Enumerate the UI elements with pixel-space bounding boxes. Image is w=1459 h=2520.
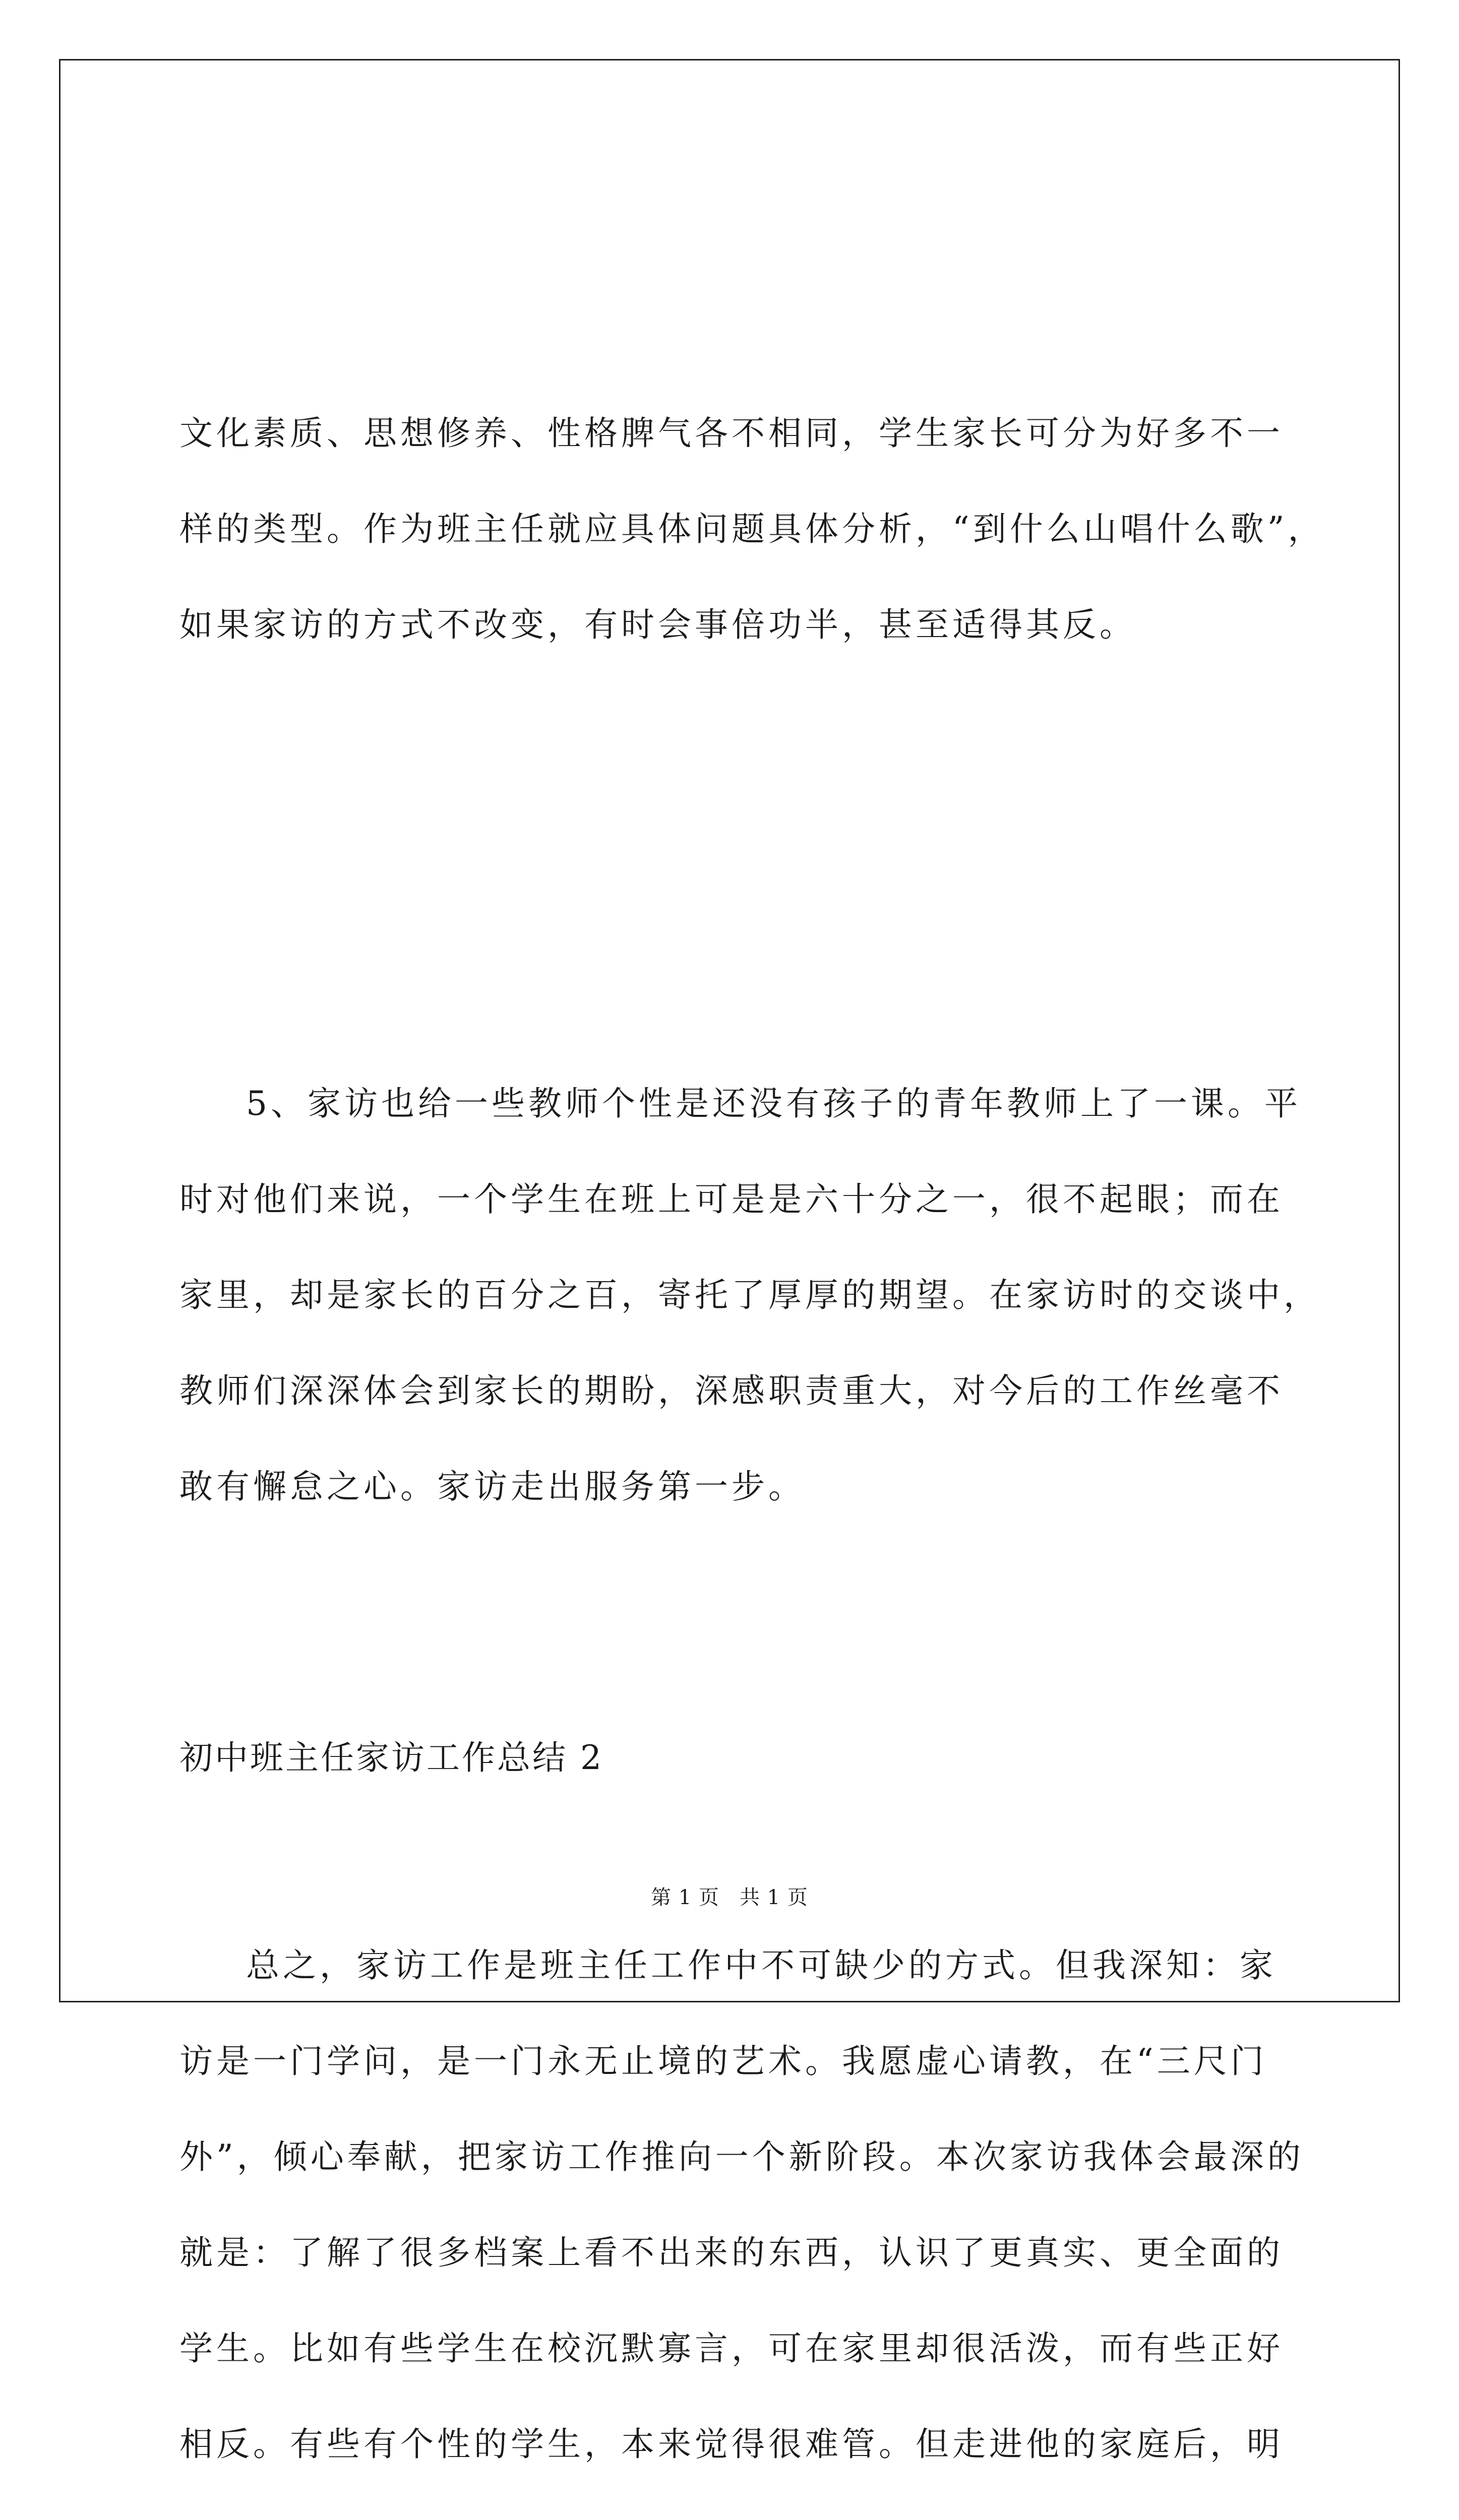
text-line: 5、家访也给一些教师个性是还没有孩子的青年教师上了一课。平 xyxy=(246,1084,1301,1123)
text-line: 就是：了解了很多档案上看不出来的东西，认识了更真实、更全面的 xyxy=(179,2233,1284,2272)
text-line: 家里，却是家长的百分之百，寄托了厚厚的期望。在家访时的交谈中， xyxy=(179,1276,1320,1314)
text-line: 访是一门学问，是一门永无止境的艺术。我愿虚心请教，在“三尺门 xyxy=(179,2042,1267,2081)
text-line: 学生。比如有些学生在校沉默寡言，可在家里却很活泼，而有些正好 xyxy=(179,2329,1284,2368)
text-line: 敢有懈怠之心。家访走出服务第一步。 xyxy=(179,1467,805,1506)
text-line: 相反。有些有个性的学生，本来觉得很难管。但走进他的家庭后，明 xyxy=(179,2425,1284,2464)
text-line: 外”，倾心奉献，把家访工作推向一个新阶段。本次家访我体会最深的 xyxy=(179,2137,1304,2176)
document-body xyxy=(179,194,1344,2520)
paragraph xyxy=(179,1726,1344,2520)
page-footer xyxy=(0,1885,1459,1910)
text-line: 样的类型。作为班主任就应具体问题具体分析，“到什么山唱什么歌”， xyxy=(179,510,1325,548)
page-number: 第 1 页 xyxy=(651,1886,719,1909)
text-line: 如果家访的方式不改变，有时会事倍功半，甚至适得其反。 xyxy=(179,605,1136,644)
text-line: 总之，家访工作是班主任工作中不可缺少的方式。但我深知：家 xyxy=(246,1946,1276,1985)
paragraph xyxy=(179,194,1344,864)
section-title: 初中班主任家访工作总结 2 xyxy=(179,1738,603,1777)
paragraph xyxy=(179,864,1344,1726)
text-line xyxy=(179,2492,1344,2520)
text-line: 教师们深深体会到家长的期盼，深感职责重大，对今后的工作丝毫不 xyxy=(179,1371,1284,1410)
text-line: 文化素质、思想修养、性格脾气各不相同，学生家长可分为好多不一 xyxy=(179,414,1284,453)
page-total: 共 1 页 xyxy=(740,1886,808,1909)
text-line: 时对他们来说，一个学生在班上可是是六十分之一，很不起眼；而在 xyxy=(179,1180,1284,1219)
